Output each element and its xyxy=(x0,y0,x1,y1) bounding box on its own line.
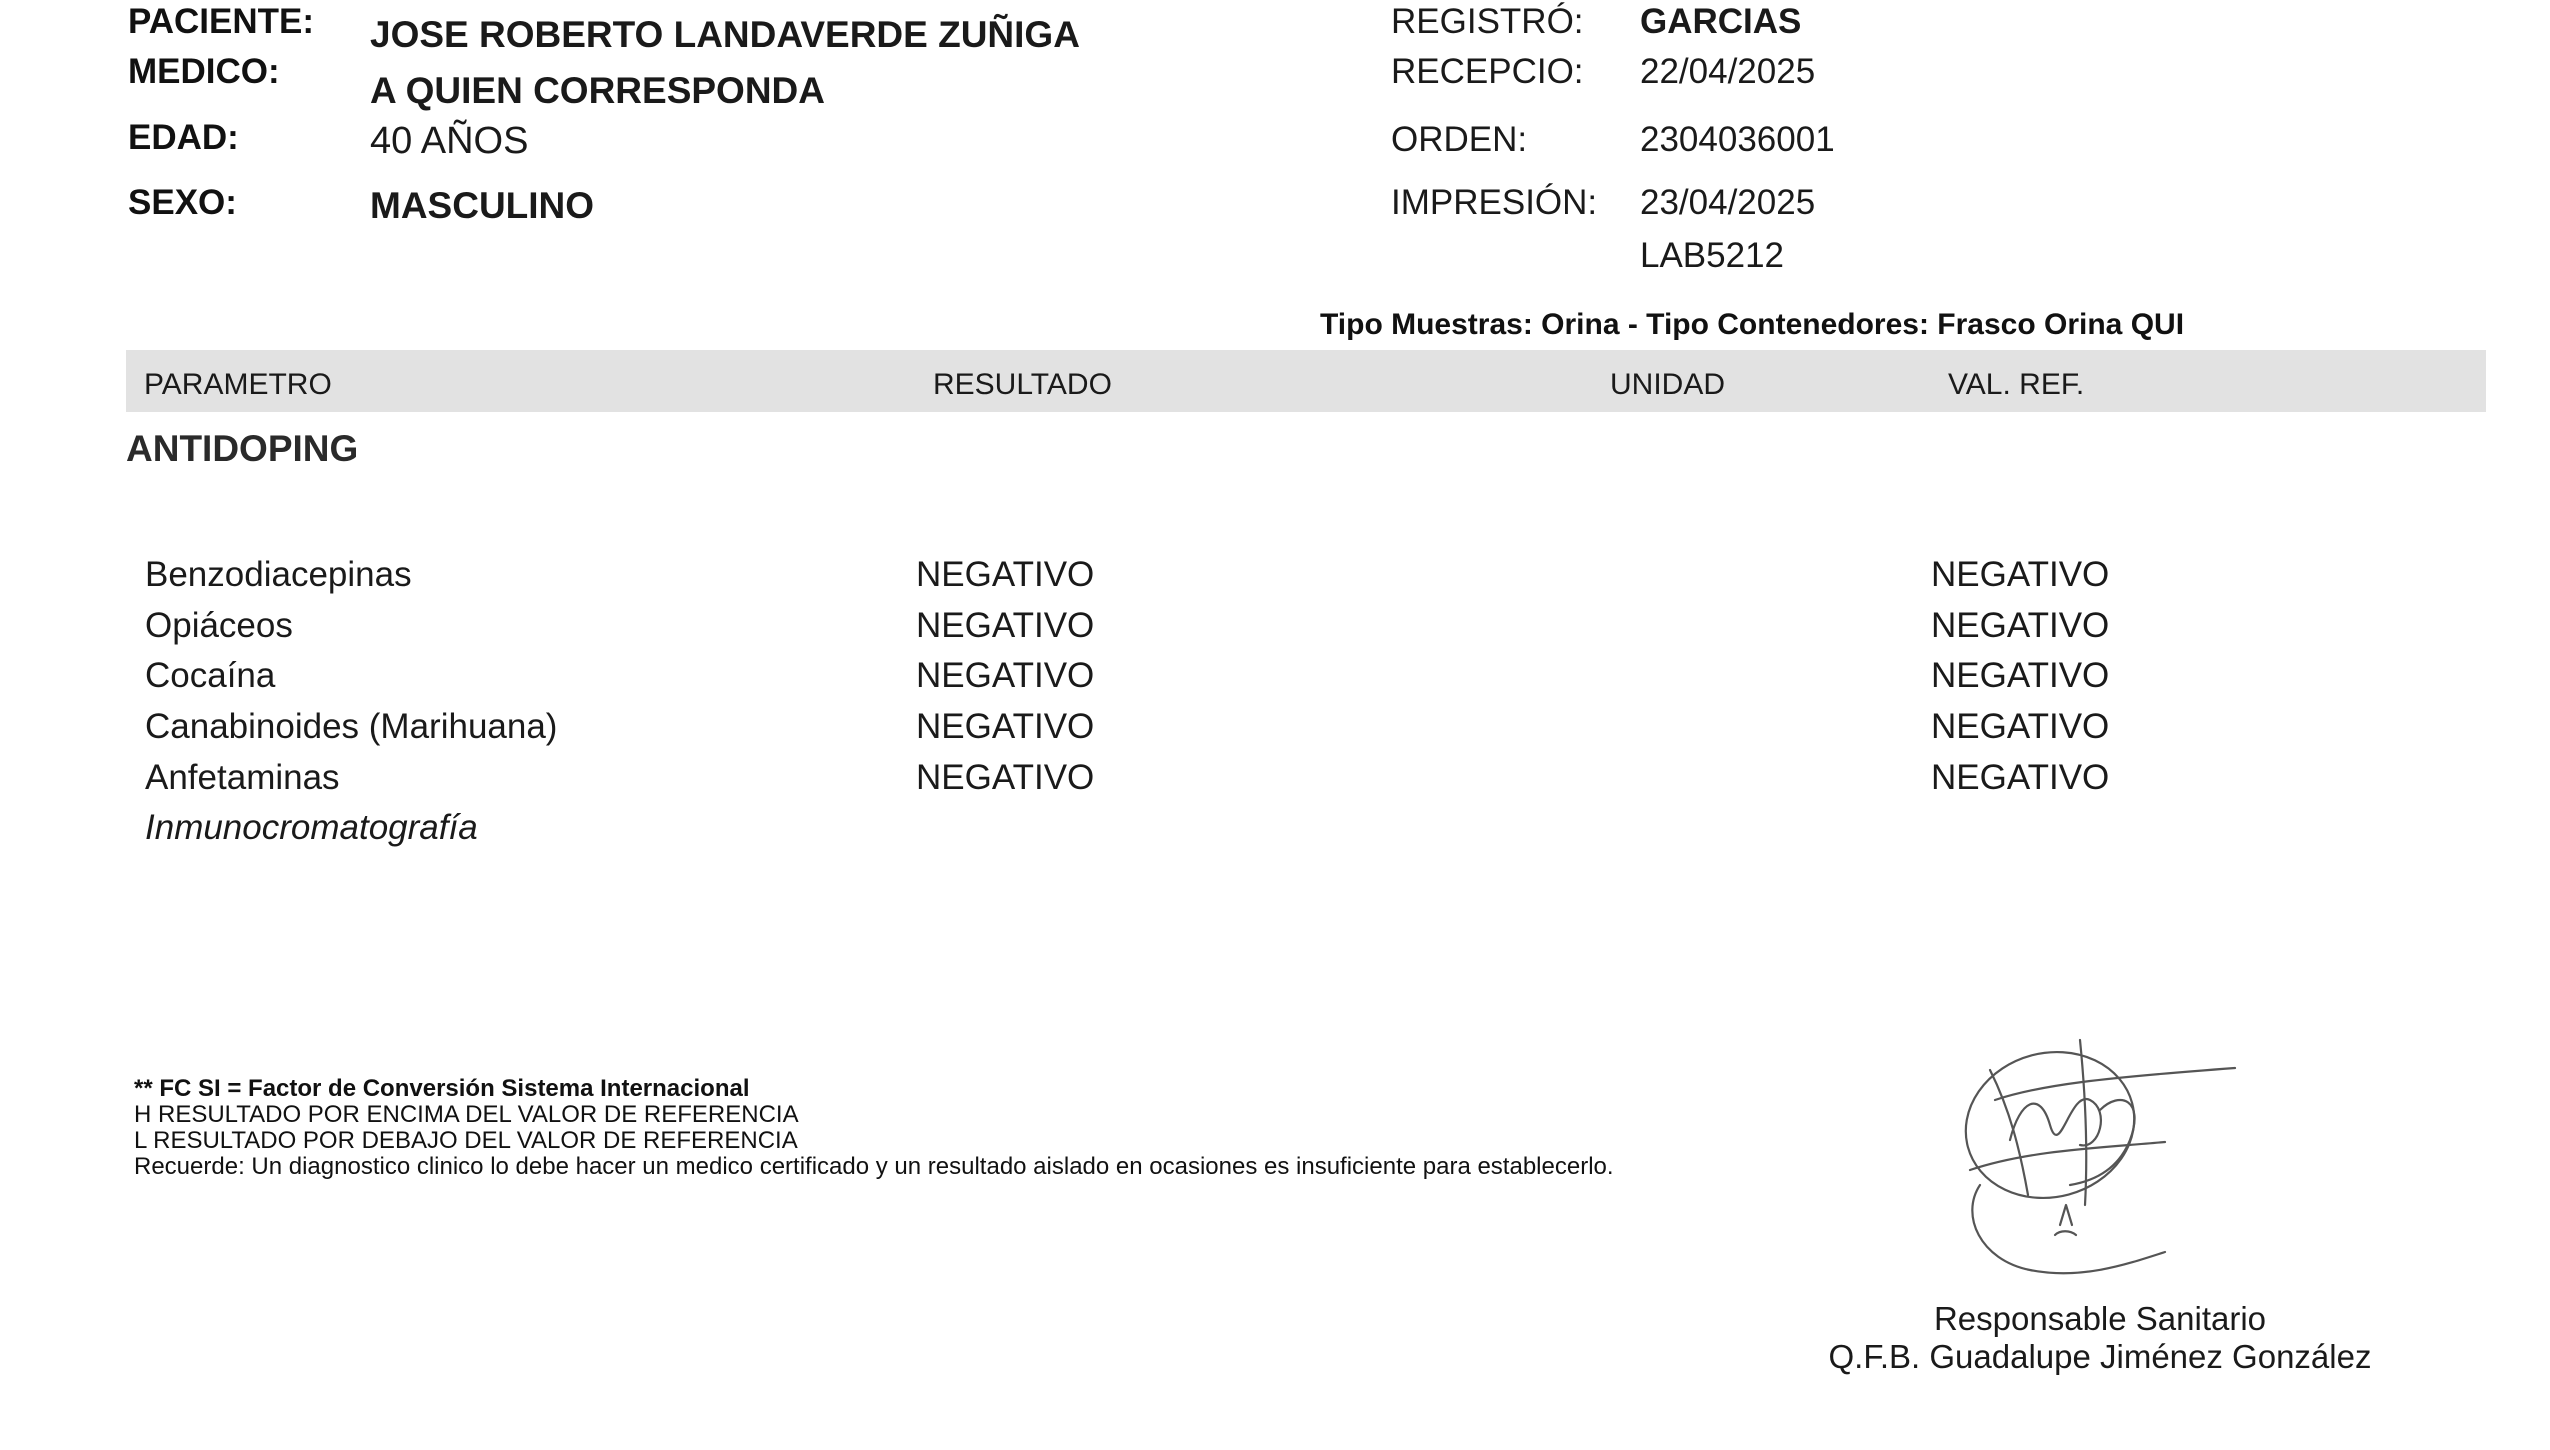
footnote-fc-si: ** FC SI = Factor de Conversión Sistema Internacional xyxy=(134,1075,750,1102)
received-value: 22/04/2025 xyxy=(1640,52,1816,91)
footnote-reminder: Recuerde: Un diagnostico clinico lo debe hacer un medico certificado y un resultado aislado en ocasiones es insuficiente para establecerlo. xyxy=(134,1153,1614,1180)
header-parameter: PARAMETRO xyxy=(144,368,332,401)
patient-label: PACIENTE: xyxy=(128,2,315,41)
received-label: RECEPCIO: xyxy=(1391,52,1584,91)
row-reference: NEGATIVO xyxy=(1931,555,2110,594)
row-parameter: Cocaína xyxy=(145,656,276,695)
patient-name: JOSE ROBERTO LANDAVERDE ZUÑIGA xyxy=(370,14,1080,55)
lab-code: LAB5212 xyxy=(1640,236,1785,275)
signer-role: Responsable Sanitario xyxy=(1933,1300,2267,1337)
registered-label: REGISTRÓ: xyxy=(1391,2,1584,41)
printed-label: IMPRESIÓN: xyxy=(1391,183,1598,222)
row-reference: NEGATIVO xyxy=(1931,606,2110,645)
order-value: 2304036001 xyxy=(1640,120,1835,159)
row-result: NEGATIVO xyxy=(916,758,1095,797)
row-parameter: Canabinoides (Marihuana) xyxy=(145,707,558,746)
row-result: NEGATIVO xyxy=(916,656,1095,695)
row-result: NEGATIVO xyxy=(916,555,1095,594)
section-title: ANTIDOPING xyxy=(126,428,359,469)
row-parameter: Opiáceos xyxy=(145,606,293,645)
row-parameter: Anfetaminas xyxy=(145,758,340,797)
header-unit: UNIDAD xyxy=(1610,368,1726,401)
row-reference: NEGATIVO xyxy=(1931,656,2110,695)
doctor-name: A QUIEN CORRESPONDA xyxy=(370,70,826,111)
age-value: 40 AÑOS xyxy=(370,120,529,162)
row-reference: NEGATIVO xyxy=(1931,707,2110,746)
signer-name: Q.F.B. Guadalupe Jiménez González xyxy=(1828,1338,2372,1375)
printed-value: 23/04/2025 xyxy=(1640,183,1816,222)
row-reference: NEGATIVO xyxy=(1931,758,2110,797)
sex-label: SEXO: xyxy=(128,183,237,222)
doctor-label: MEDICO: xyxy=(128,52,280,91)
sex-value: MASCULINO xyxy=(370,185,595,226)
method-note: Inmunocromatografía xyxy=(145,808,478,847)
footnote-low: L RESULTADO POR DEBAJO DEL VALOR DE REFERENCIA xyxy=(134,1127,798,1154)
header-reference: VAL. REF. xyxy=(1948,368,2085,401)
footnote-high: H RESULTADO POR ENCIMA DEL VALOR DE REFERENCIA xyxy=(134,1101,799,1128)
registered-value: GARCIAS xyxy=(1640,2,1802,41)
signature-image xyxy=(1950,1030,2250,1280)
row-result: NEGATIVO xyxy=(916,707,1095,746)
age-label: EDAD: xyxy=(128,118,239,157)
row-result: NEGATIVO xyxy=(916,606,1095,645)
row-parameter: Benzodiacepinas xyxy=(145,555,412,594)
order-label: ORDEN: xyxy=(1391,120,1528,159)
table-header xyxy=(126,350,2486,412)
header-result: RESULTADO xyxy=(933,368,1112,401)
sample-type-line: Tipo Muestras: Orina - Tipo Contenedores: Frasco Orina QUI xyxy=(1320,308,2185,341)
